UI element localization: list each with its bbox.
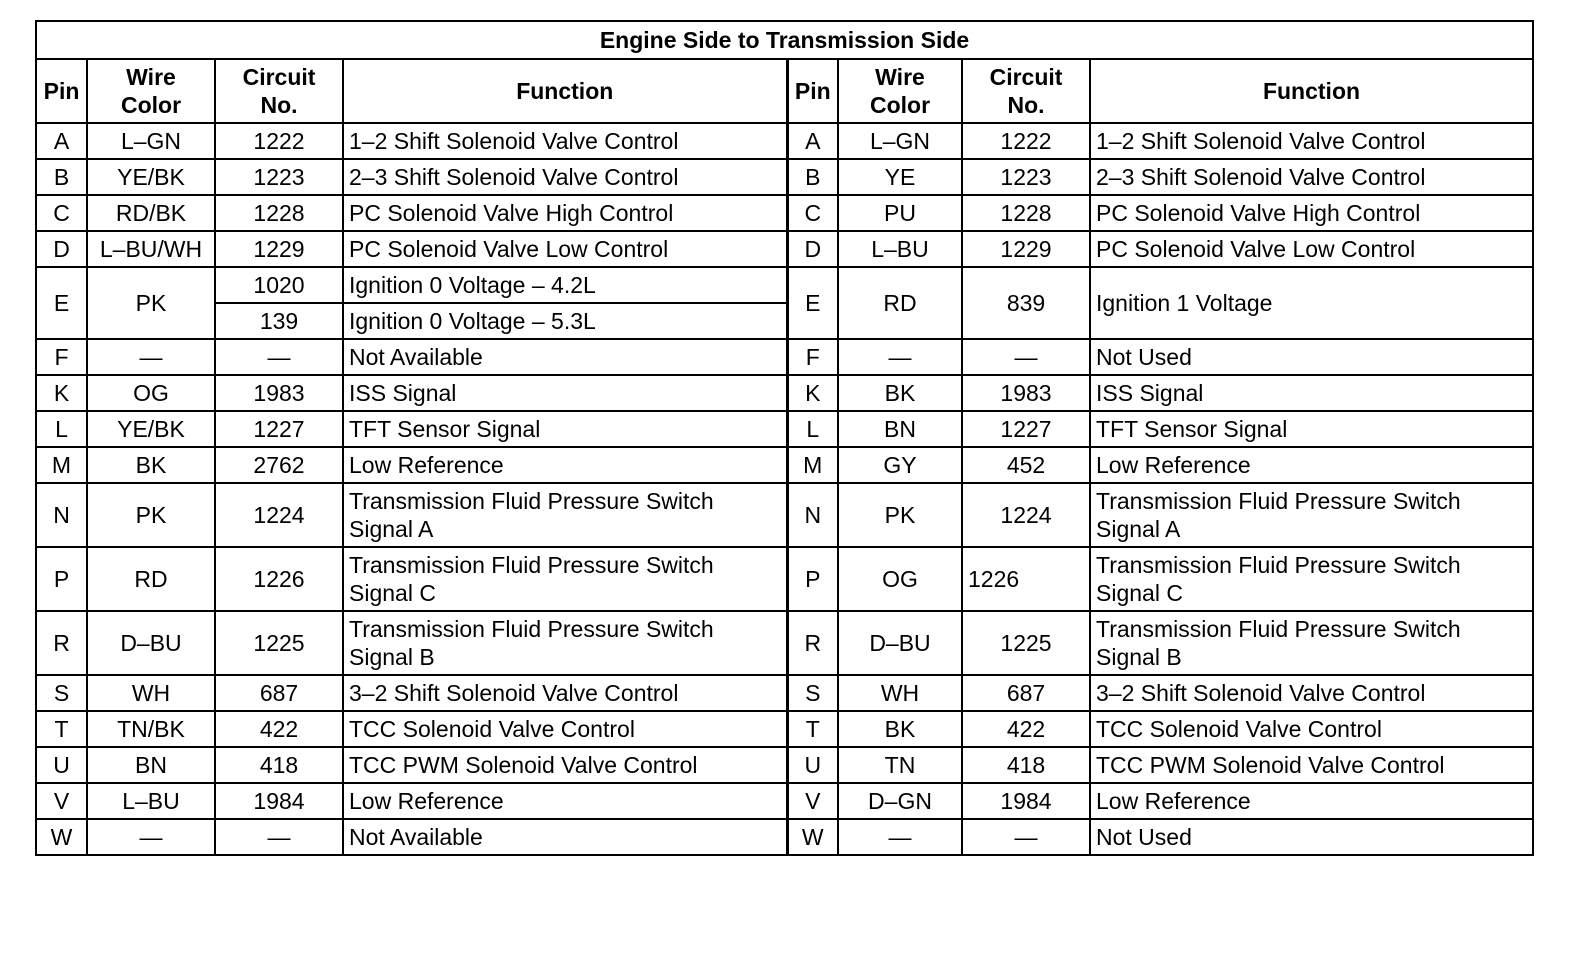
circuit-cell: 139 <box>215 303 343 339</box>
connector-pinout-table <box>35 20 1534 856</box>
function-cell: ISS Signal <box>1090 375 1533 411</box>
pin-cell: P <box>36 547 87 611</box>
function-cell: 2–3 Shift Solenoid Valve Control <box>1090 159 1533 195</box>
table-row <box>36 447 1533 483</box>
function-cell: Not Available <box>343 819 787 855</box>
wire-color-cell: D–BU <box>838 611 962 675</box>
circuit-cell: 1228 <box>215 195 343 231</box>
pin-cell: V <box>787 783 838 819</box>
wire-color-cell: BK <box>838 375 962 411</box>
pin-cell: W <box>787 819 838 855</box>
table-row <box>36 339 1533 375</box>
circuit-cell: 1226 <box>962 547 1090 611</box>
circuit-cell: 1227 <box>215 411 343 447</box>
table-row <box>36 411 1533 447</box>
table-title: Engine Side to Transmission Side <box>36 21 1533 59</box>
pin-cell: C <box>787 195 838 231</box>
pin-cell: L <box>36 411 87 447</box>
pin-cell: R <box>787 611 838 675</box>
wire-color-cell: YE <box>838 159 962 195</box>
pin-cell: M <box>36 447 87 483</box>
pin-cell: A <box>787 123 838 159</box>
wire-color-cell: PK <box>87 267 215 339</box>
circuit-cell: 1222 <box>215 123 343 159</box>
circuit-cell: 687 <box>962 675 1090 711</box>
circuit-cell: 1983 <box>962 375 1090 411</box>
function-cell: Transmission Fluid Pressure Switch Signal B <box>1090 611 1533 675</box>
pin-cell: L <box>787 411 838 447</box>
pin-cell: T <box>36 711 87 747</box>
function-cell: Low Reference <box>343 783 787 819</box>
function-cell: ISS Signal <box>343 375 787 411</box>
table-row <box>36 783 1533 819</box>
wire-color-cell: D–BU <box>87 611 215 675</box>
table-row <box>36 819 1533 855</box>
function-cell: PC Solenoid Valve Low Control <box>343 231 787 267</box>
table-row <box>36 547 1533 611</box>
circuit-cell: 1227 <box>962 411 1090 447</box>
pin-cell: D <box>787 231 838 267</box>
wire-color-cell: PU <box>838 195 962 231</box>
function-cell: TCC Solenoid Valve Control <box>1090 711 1533 747</box>
pin-cell: D <box>36 231 87 267</box>
wire-color-cell: BK <box>87 447 215 483</box>
circuit-cell: 1983 <box>215 375 343 411</box>
circuit-cell: 1222 <box>962 123 1090 159</box>
wire-color-cell: BK <box>838 711 962 747</box>
wire-color-cell: WH <box>838 675 962 711</box>
pin-cell: A <box>36 123 87 159</box>
header-pin-transmission: Pin <box>787 59 838 123</box>
circuit-cell: 418 <box>215 747 343 783</box>
pin-cell: T <box>787 711 838 747</box>
wire-color-cell: RD <box>838 267 962 339</box>
circuit-cell: 1224 <box>962 483 1090 547</box>
wire-color-cell: WH <box>87 675 215 711</box>
function-cell: PC Solenoid Valve High Control <box>1090 195 1533 231</box>
table-row <box>36 375 1533 411</box>
function-cell: Low Reference <box>343 447 787 483</box>
pin-cell: F <box>787 339 838 375</box>
pin-cell: M <box>787 447 838 483</box>
circuit-cell: — <box>962 339 1090 375</box>
function-cell: 2–3 Shift Solenoid Valve Control <box>343 159 787 195</box>
function-cell: Transmission Fluid Pressure Switch Signal A <box>343 483 787 547</box>
function-cell: TFT Sensor Signal <box>1090 411 1533 447</box>
circuit-cell: 1224 <box>215 483 343 547</box>
wire-color-cell: L–BU <box>87 783 215 819</box>
pin-cell: V <box>36 783 87 819</box>
function-cell: Transmission Fluid Pressure Switch Signal C <box>343 547 787 611</box>
pin-cell: C <box>36 195 87 231</box>
function-cell: TCC Solenoid Valve Control <box>343 711 787 747</box>
circuit-cell: 1229 <box>962 231 1090 267</box>
wire-color-cell: YE/BK <box>87 159 215 195</box>
circuit-cell: 1229 <box>215 231 343 267</box>
wire-color-cell: YE/BK <box>87 411 215 447</box>
wire-color-cell: L–BU/WH <box>87 231 215 267</box>
table-row <box>36 675 1533 711</box>
table-row <box>36 747 1533 783</box>
circuit-cell: 2762 <box>215 447 343 483</box>
function-cell: Not Available <box>343 339 787 375</box>
wire-color-cell: PK <box>87 483 215 547</box>
circuit-cell: 1020 <box>215 267 343 303</box>
wire-color-cell: PK <box>838 483 962 547</box>
table-row <box>36 711 1533 747</box>
function-cell: Transmission Fluid Pressure Switch Signal C <box>1090 547 1533 611</box>
wire-color-cell: L–BU <box>838 231 962 267</box>
header-function-transmission: Function <box>1090 59 1533 123</box>
function-cell: 1–2 Shift Solenoid Valve Control <box>343 123 787 159</box>
wire-color-cell: GY <box>838 447 962 483</box>
pin-cell: E <box>36 267 87 339</box>
wire-color-cell: D–GN <box>838 783 962 819</box>
header-wire-color-transmission: Wire Color <box>838 59 962 123</box>
pin-cell: K <box>36 375 87 411</box>
function-cell: TFT Sensor Signal <box>343 411 787 447</box>
function-cell: Transmission Fluid Pressure Switch Signal B <box>343 611 787 675</box>
wire-color-cell: TN <box>838 747 962 783</box>
function-cell: TCC PWM Solenoid Valve Control <box>1090 747 1533 783</box>
circuit-cell: 1223 <box>215 159 343 195</box>
circuit-cell: 1225 <box>962 611 1090 675</box>
circuit-cell: 1223 <box>962 159 1090 195</box>
pin-cell: W <box>36 819 87 855</box>
table-row <box>36 123 1533 159</box>
pin-cell: P <box>787 547 838 611</box>
function-cell: 1–2 Shift Solenoid Valve Control <box>1090 123 1533 159</box>
function-cell: Low Reference <box>1090 447 1533 483</box>
circuit-cell: 1225 <box>215 611 343 675</box>
circuit-cell: — <box>962 819 1090 855</box>
pin-cell: B <box>36 159 87 195</box>
function-cell: Not Used <box>1090 819 1533 855</box>
circuit-cell: 418 <box>962 747 1090 783</box>
wire-color-cell: — <box>838 819 962 855</box>
wire-color-cell: — <box>838 339 962 375</box>
function-cell: Low Reference <box>1090 783 1533 819</box>
header-function-engine: Function <box>343 59 787 123</box>
circuit-cell: 452 <box>962 447 1090 483</box>
header-wire-color-engine: Wire Color <box>87 59 215 123</box>
table-row <box>36 611 1533 675</box>
circuit-cell: 1226 <box>215 547 343 611</box>
circuit-cell: 1984 <box>215 783 343 819</box>
function-cell: Ignition 0 Voltage – 5.3L <box>343 303 787 339</box>
pin-cell: F <box>36 339 87 375</box>
header-circuit-no-transmission: Circuit No. <box>962 59 1090 123</box>
header-circuit-no-engine: Circuit No. <box>215 59 343 123</box>
circuit-cell: — <box>215 819 343 855</box>
table-row <box>36 159 1533 195</box>
function-cell: 3–2 Shift Solenoid Valve Control <box>1090 675 1533 711</box>
wire-color-cell: TN/BK <box>87 711 215 747</box>
table-row <box>36 483 1533 547</box>
function-cell: Ignition 1 Voltage <box>1090 267 1533 339</box>
pin-cell: E <box>787 267 838 339</box>
circuit-cell: 1984 <box>962 783 1090 819</box>
pin-cell: K <box>787 375 838 411</box>
function-cell: Not Used <box>1090 339 1533 375</box>
pin-cell: R <box>36 611 87 675</box>
function-cell: 3–2 Shift Solenoid Valve Control <box>343 675 787 711</box>
wire-color-cell: OG <box>838 547 962 611</box>
circuit-cell: 422 <box>215 711 343 747</box>
connector-table-container <box>35 20 1534 856</box>
function-cell: Ignition 0 Voltage – 4.2L <box>343 267 787 303</box>
pin-cell: U <box>36 747 87 783</box>
circuit-cell: 687 <box>215 675 343 711</box>
pin-cell: S <box>36 675 87 711</box>
circuit-cell: 422 <box>962 711 1090 747</box>
wire-color-cell: — <box>87 819 215 855</box>
pin-cell: N <box>787 483 838 547</box>
pin-cell: S <box>787 675 838 711</box>
function-cell: PC Solenoid Valve Low Control <box>1090 231 1533 267</box>
pin-cell: U <box>787 747 838 783</box>
circuit-cell: 839 <box>962 267 1090 339</box>
circuit-cell: — <box>215 339 343 375</box>
wire-color-cell: BN <box>87 747 215 783</box>
wire-color-cell: RD <box>87 547 215 611</box>
wire-color-cell: — <box>87 339 215 375</box>
table-row <box>36 231 1533 267</box>
wire-color-cell: L–GN <box>838 123 962 159</box>
function-cell: Transmission Fluid Pressure Switch Signal A <box>1090 483 1533 547</box>
table-row <box>36 195 1533 231</box>
pin-cell: N <box>36 483 87 547</box>
wire-color-cell: OG <box>87 375 215 411</box>
function-cell: PC Solenoid Valve High Control <box>343 195 787 231</box>
function-cell: TCC PWM Solenoid Valve Control <box>343 747 787 783</box>
pin-cell: B <box>787 159 838 195</box>
wire-color-cell: BN <box>838 411 962 447</box>
circuit-cell: 1228 <box>962 195 1090 231</box>
header-pin-engine: Pin <box>36 59 87 123</box>
wire-color-cell: L–GN <box>87 123 215 159</box>
wire-color-cell: RD/BK <box>87 195 215 231</box>
table-row <box>36 267 1533 303</box>
